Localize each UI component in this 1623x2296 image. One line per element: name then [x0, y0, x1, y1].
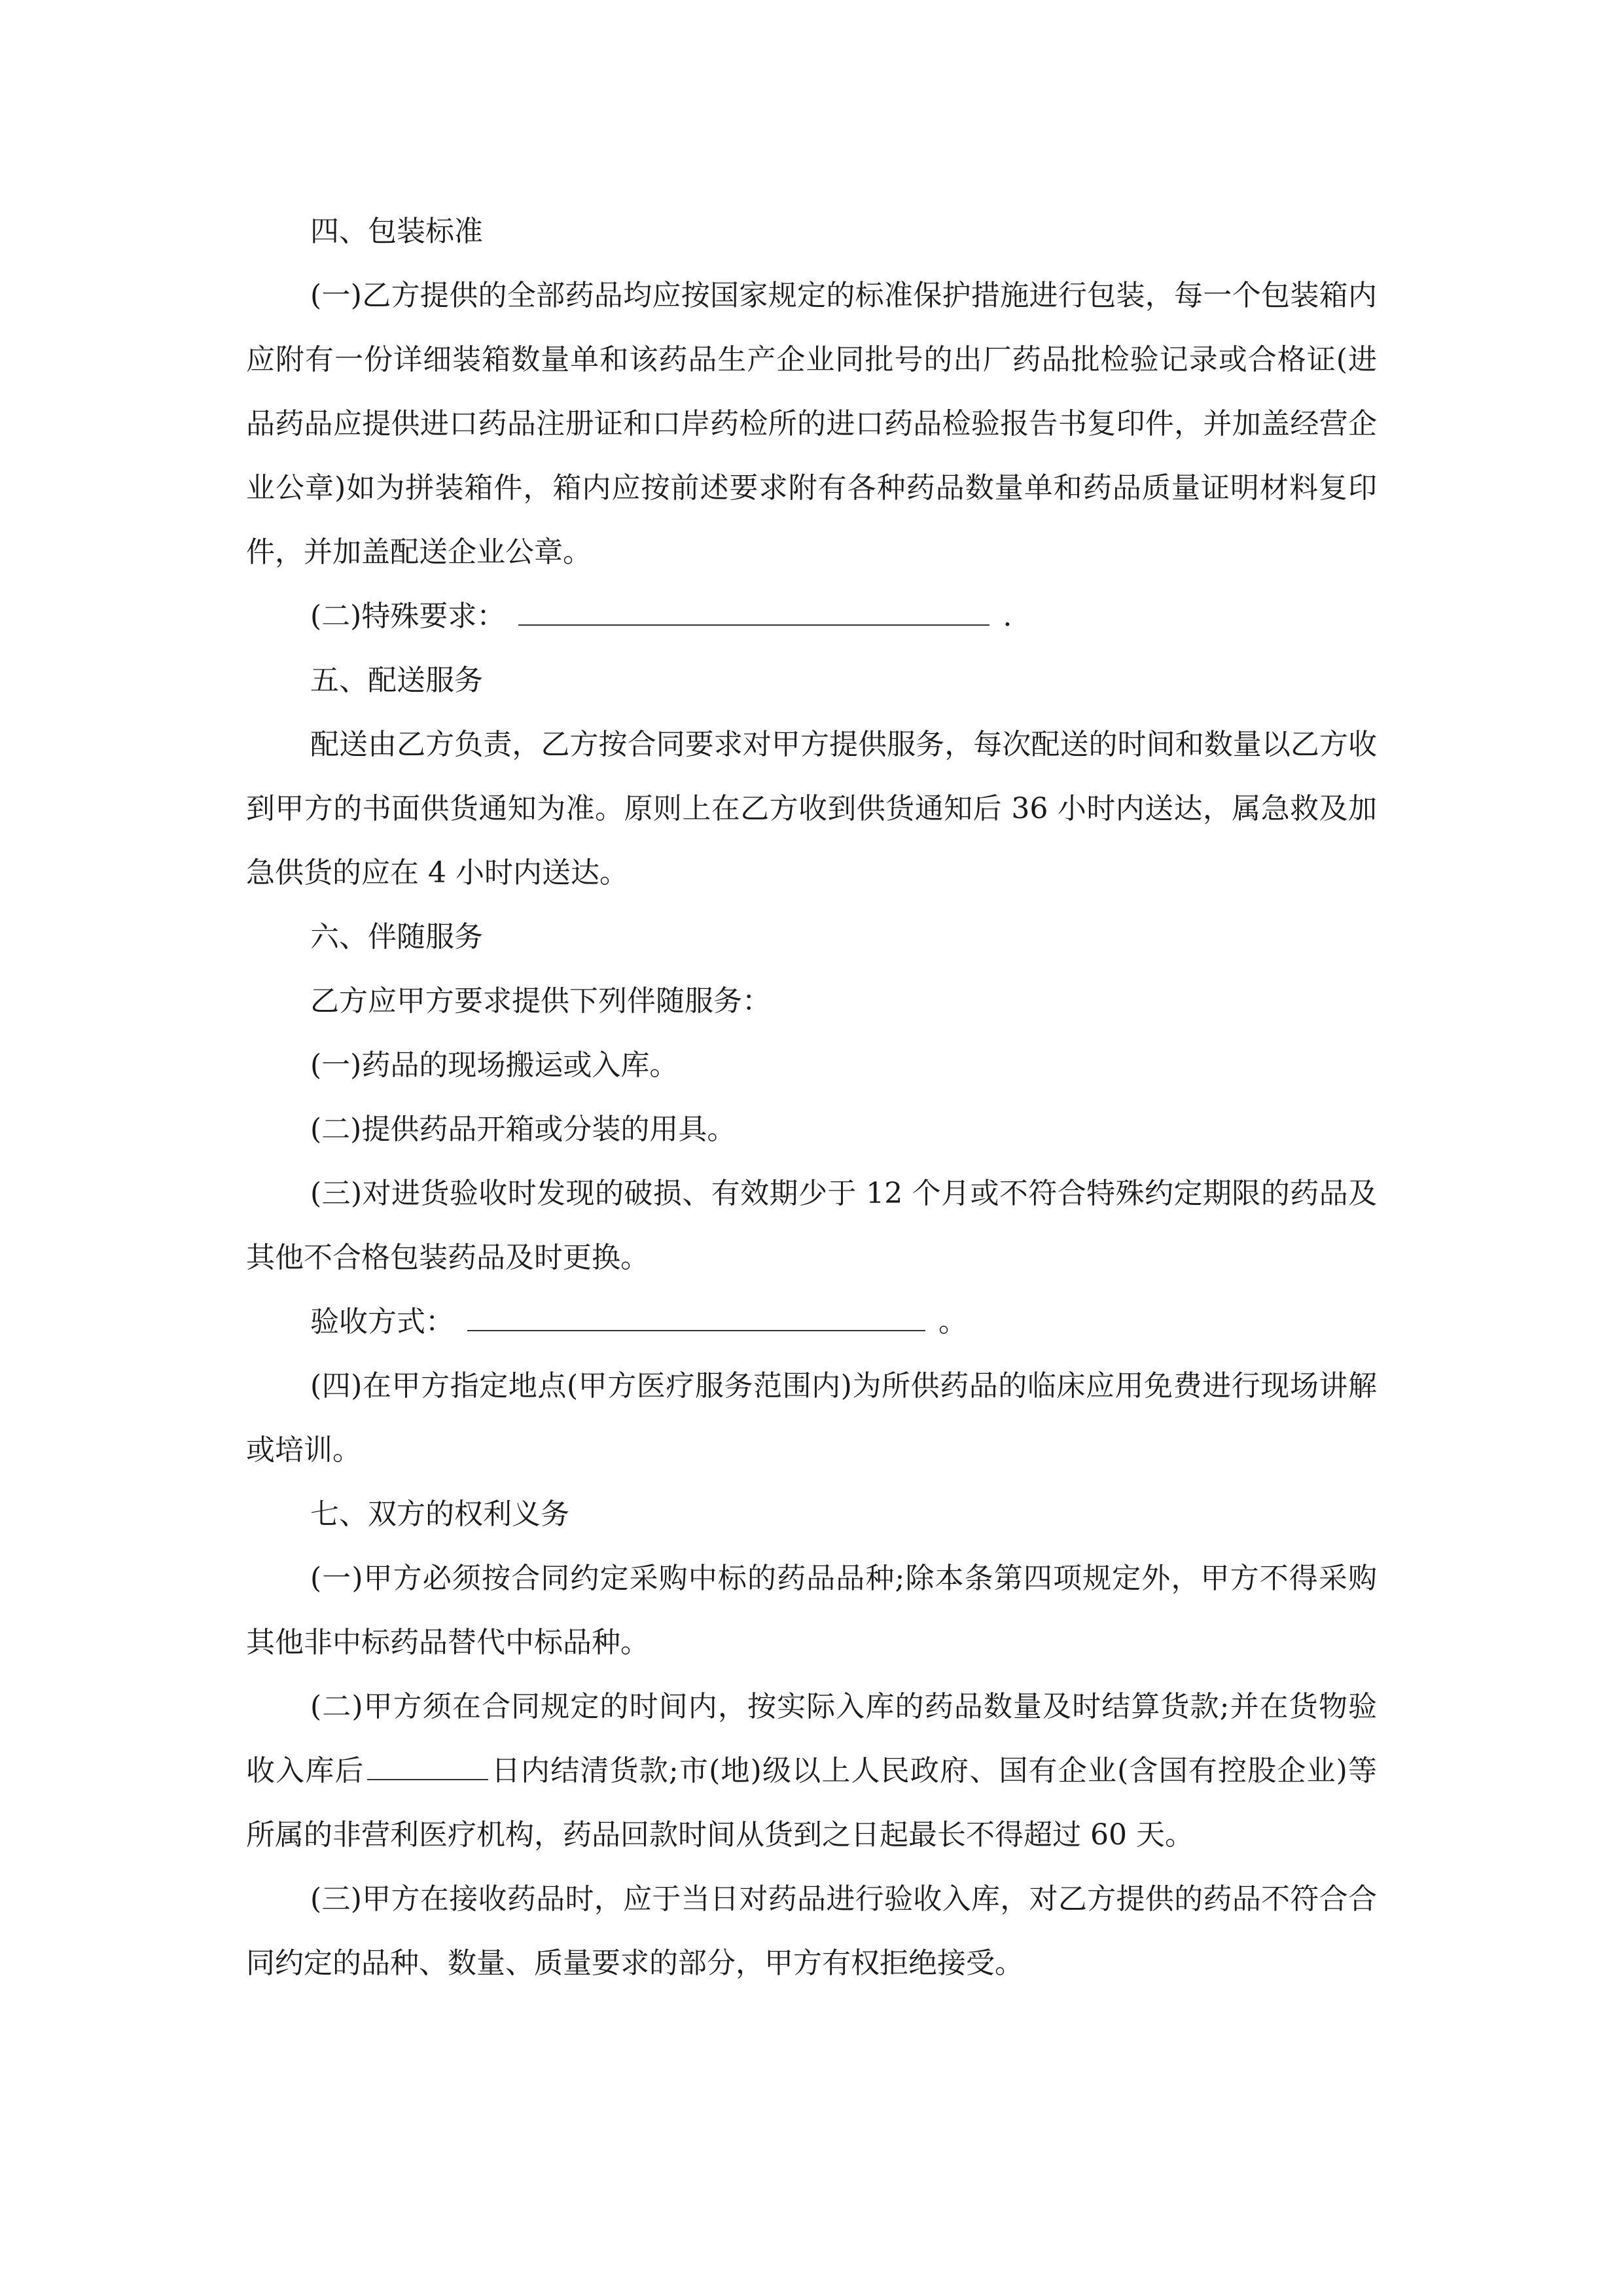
section-heading-accompanying: 六、伴随服务 — [310, 920, 483, 954]
paragraph-packaging-1: (一)乙方提供的全部药品均应按国家规定的标准保护措施进行包装，每一个包装箱内应附有一份详细装箱数量单和该药品生产企业同批号的出厂药品批检验记录或合格证(进品药品应提供进口药品注册证和口岸药检所的进口药品检验报告书复印件，并加盖经营企业公章)如为拼装箱件，箱内应按前述要求附有各种药品数量单和药品质量证明材料复印件，并加盖配送企业公章。 — [246, 279, 1377, 569]
section-heading-packaging: 四、包装标准 — [310, 215, 483, 248]
paragraph-accompanying-3: (三)对进货验收时发现的破损、有效期少于 12 个月或不符合特殊约定期限的药品及 其他不合格包装药品及时更换。 — [246, 1177, 1377, 1274]
acceptance-method-label: 验收方式： — [310, 1305, 454, 1338]
paragraph-acceptance-method — [246, 1290, 1377, 1354]
acceptance-method-end: 。 — [938, 1305, 967, 1338]
special-requirements-label: (二)特殊要求： — [310, 600, 506, 633]
paragraph-accompanying-4: (四)在甲方指定地点(甲方医疗服务范围内)为所供药品的临床应用免费进行现场讲解或培训。 — [246, 1369, 1377, 1467]
paragraph-accompanying-1: (一)药品的现场搬运或入库。 — [310, 1049, 679, 1082]
paragraph-rights-2 — [246, 1675, 1377, 1867]
special-requirements-end: . — [1003, 600, 1012, 633]
document-body — [246, 200, 1377, 1996]
section-heading-rights: 七、双方的权利义务 — [310, 1498, 569, 1531]
payment-days-blank — [367, 1753, 488, 1780]
acceptance-method-blank — [467, 1304, 925, 1331]
rights-2-part-a: (二)甲方须在合同规定的时间内，按实际入库的药品数量及时结算货款;并在货物验收入库后 — [246, 1690, 1377, 1787]
special-requirements-blank — [518, 598, 990, 626]
paragraph-rights-1: (一)甲方必须按合同约定采购中标的药品品种;除本条第四项规定外，甲方不得采购其他非中标药品替代中标品种。 — [246, 1562, 1377, 1659]
paragraph-accompanying-intro: 乙方应甲方要求提供下列伴随服务： — [310, 984, 771, 1018]
paragraph-special-requirements — [246, 584, 1377, 649]
section-heading-delivery: 五、配送服务 — [310, 664, 483, 697]
paragraph-delivery-1: 配送由乙方负责，乙方按合同要求对甲方提供服务，每次配送的时间和数量以乙方收到甲方的书面供货通知为准。原则上在乙方收到供货通知后 36 小时内送达，属急救及加急供货的应在 4 小时内送达。 — [246, 728, 1377, 889]
paragraph-accompanying-2: (二)提供药品开箱或分装的用具。 — [310, 1113, 736, 1146]
paragraph-rights-3: (三)甲方在接收药品时，应于当日对药品进行验收入库，对乙方提供的药品不符合合同约定的品种、数量、质量要求的部分，甲方有权拒绝接受。 — [246, 1882, 1377, 1980]
rights-2-part-b: 日内结清货款;市(地)级以上人民政府、国有企业(含国有控股企业)等所属的非营利医疗机构，药品回款时间从货到之日起最长不得超过 60 天。 — [246, 1754, 1377, 1852]
